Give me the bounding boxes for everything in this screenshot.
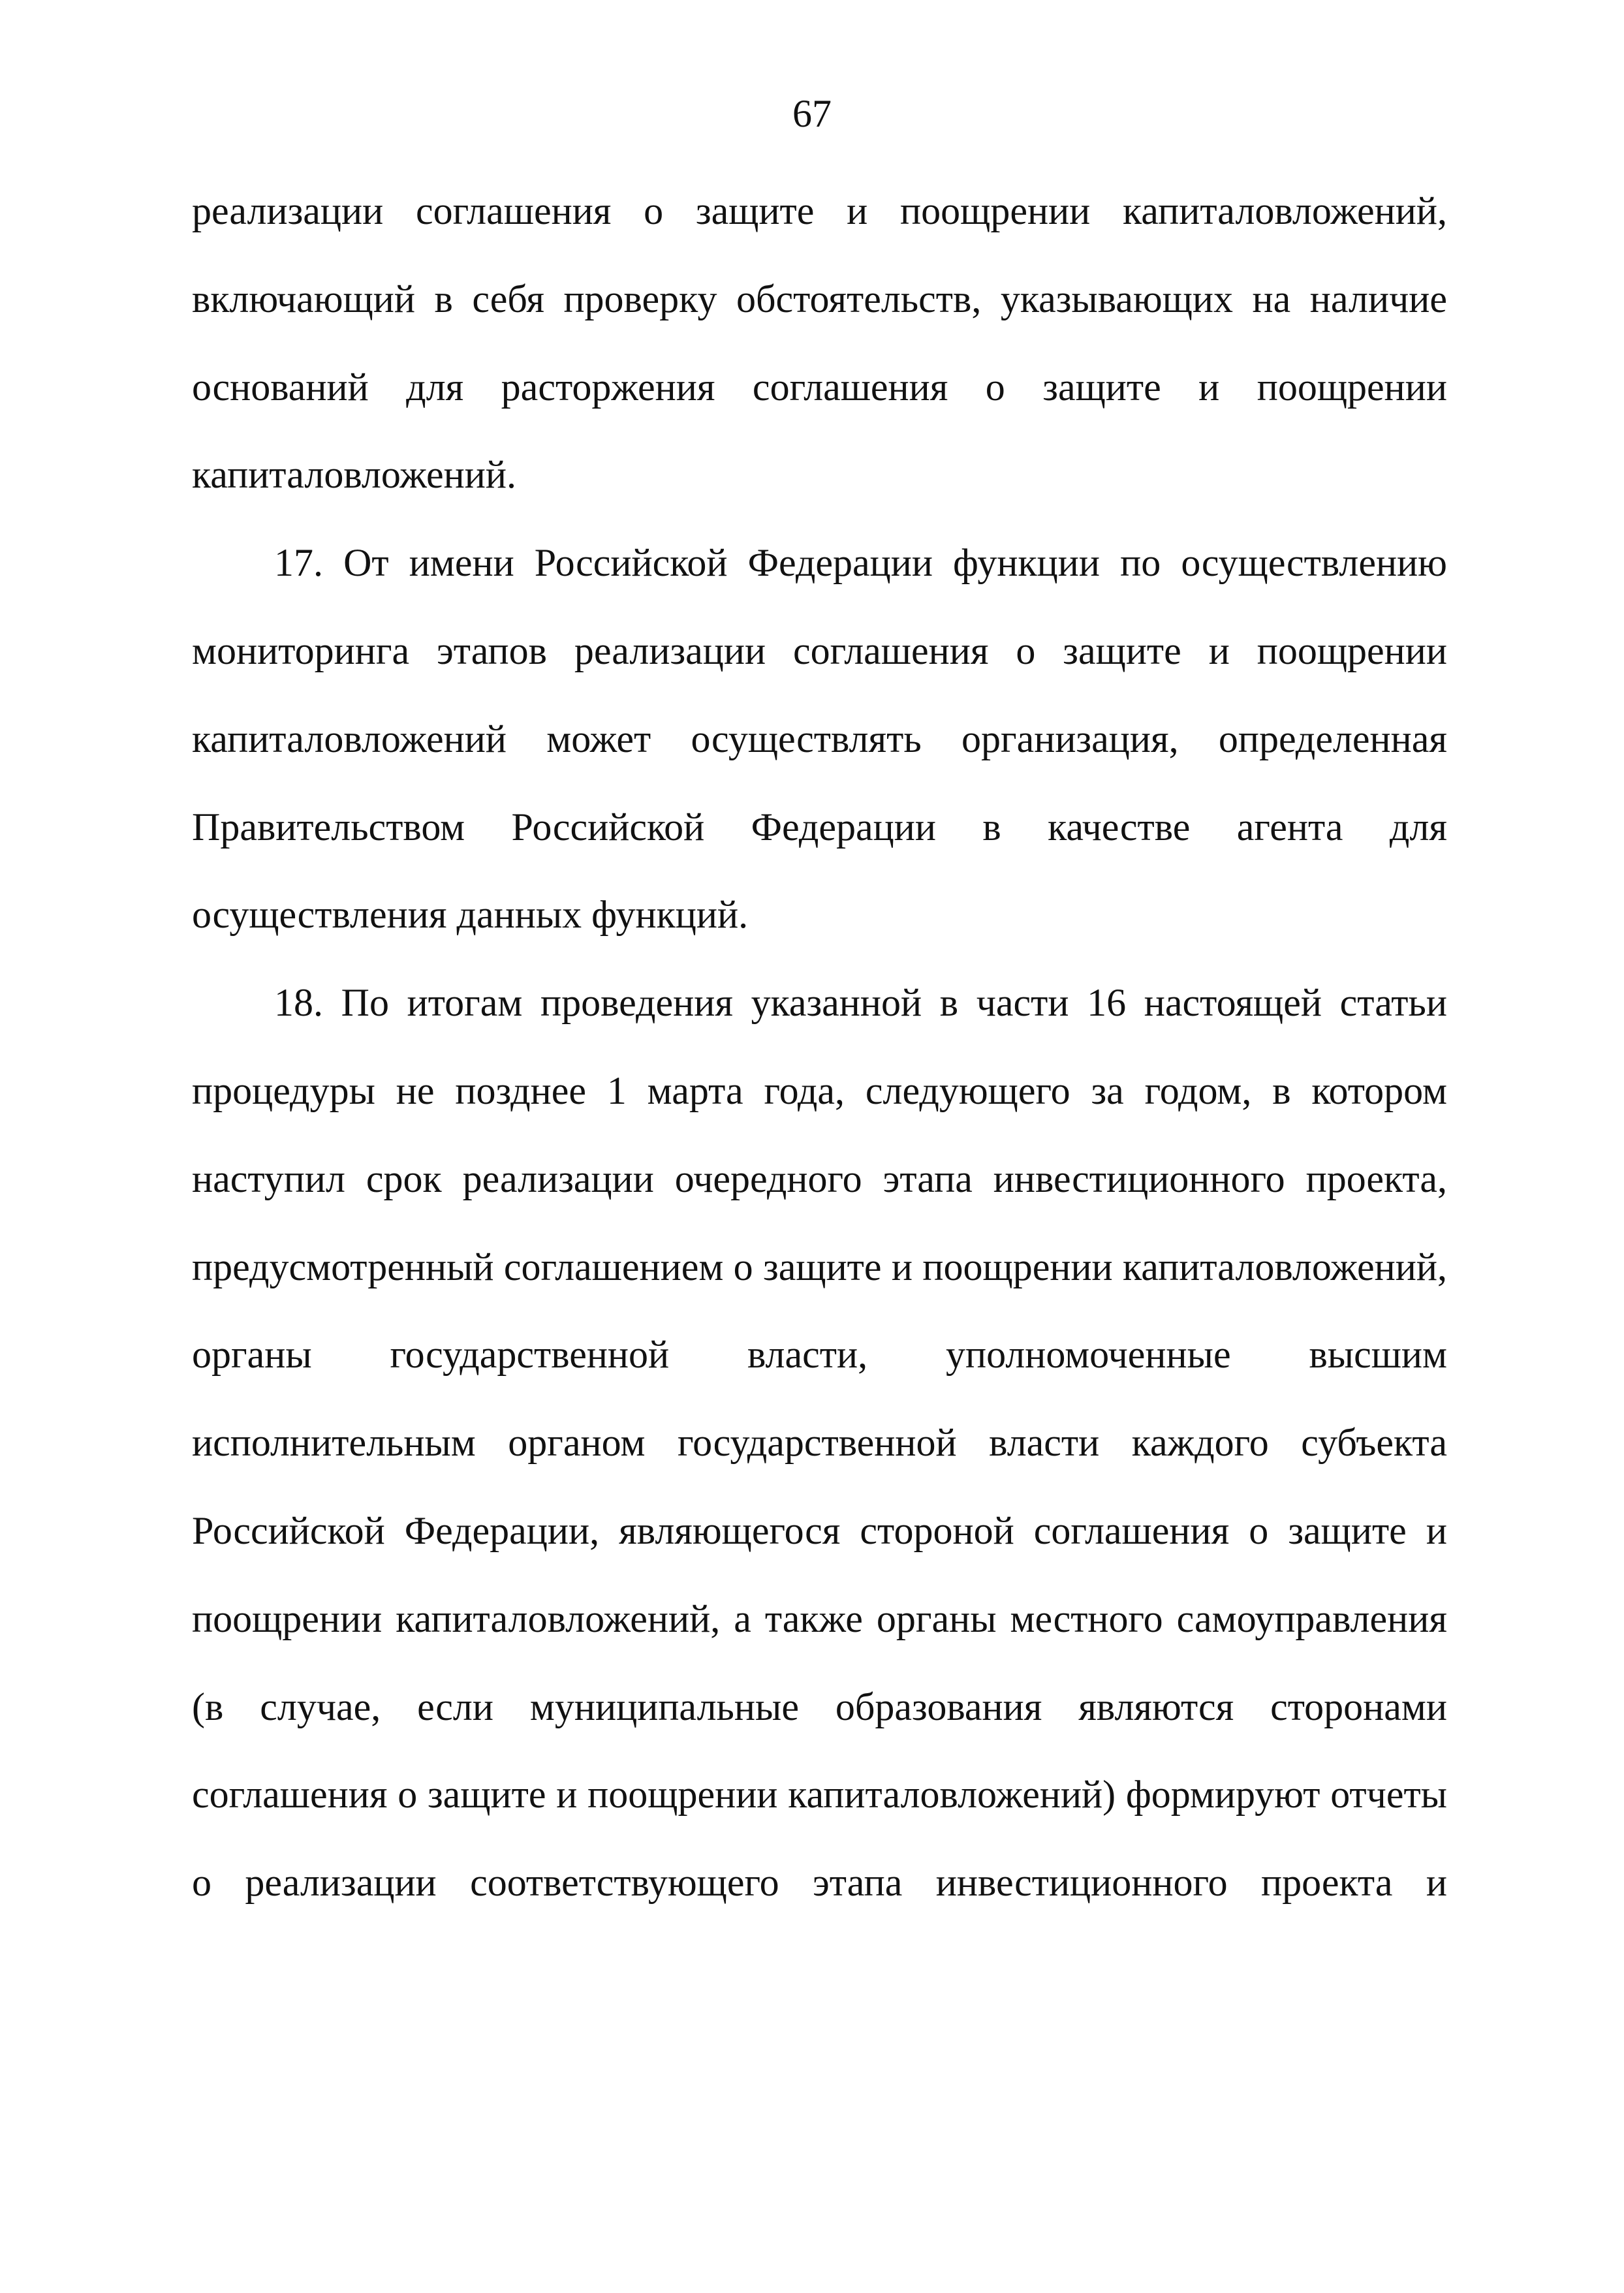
text-line: Правительством Российской Федерации в качестве агента для [192, 805, 1447, 849]
text-line: капиталовложений может осуществлять организация, определенная [192, 717, 1447, 760]
text-line: 18. По итогам проведения указанной в части 16 настоящей статьи [274, 981, 1447, 1025]
text-line: органы государственной власти, уполномоченные высшим [192, 1333, 1447, 1377]
text-line: исполнительным органом государственной власти каждого субъекта [192, 1421, 1447, 1465]
text-line: Российской Федерации, являющегося стороной соглашения о защите и [192, 1509, 1447, 1552]
text-line: осуществления данных функций. [192, 893, 749, 937]
text-line: капиталовложений. [192, 453, 516, 497]
text-line: оснований для расторжения соглашения о защите и поощрении [192, 365, 1447, 409]
text-line: предусмотренный соглашением о защите и поощрении капиталовложений, [192, 1245, 1447, 1288]
text-line: процедуры не позднее 1 марта года, следующего за годом, в котором [192, 1069, 1447, 1112]
text-line: соглашения о защите и поощрении капиталовложений) формируют отчеты [192, 1773, 1447, 1817]
text-line: поощрении капиталовложений, а также органы местного самоуправления [192, 1597, 1447, 1640]
page-number: 67 [792, 92, 832, 135]
text-line: включающий в себя проверку обстоятельств, указывающих на наличие [192, 277, 1447, 320]
text-line: 17. От имени Российской Федерации функции по осуществлению [274, 541, 1447, 585]
text-line: (в случае, если муниципальные образования являются сторонами [192, 1685, 1447, 1728]
text-line: мониторинга этапов реализации соглашения о защите и поощрении [192, 629, 1447, 672]
text-line: наступил срок реализации очередного этапа инвестиционного проекта, [192, 1157, 1447, 1200]
text-line: о реализации соответствующего этапа инвестиционного проекта и [192, 1861, 1447, 1905]
text-line: реализации соглашения о защите и поощрении капиталовложений, [192, 189, 1447, 232]
